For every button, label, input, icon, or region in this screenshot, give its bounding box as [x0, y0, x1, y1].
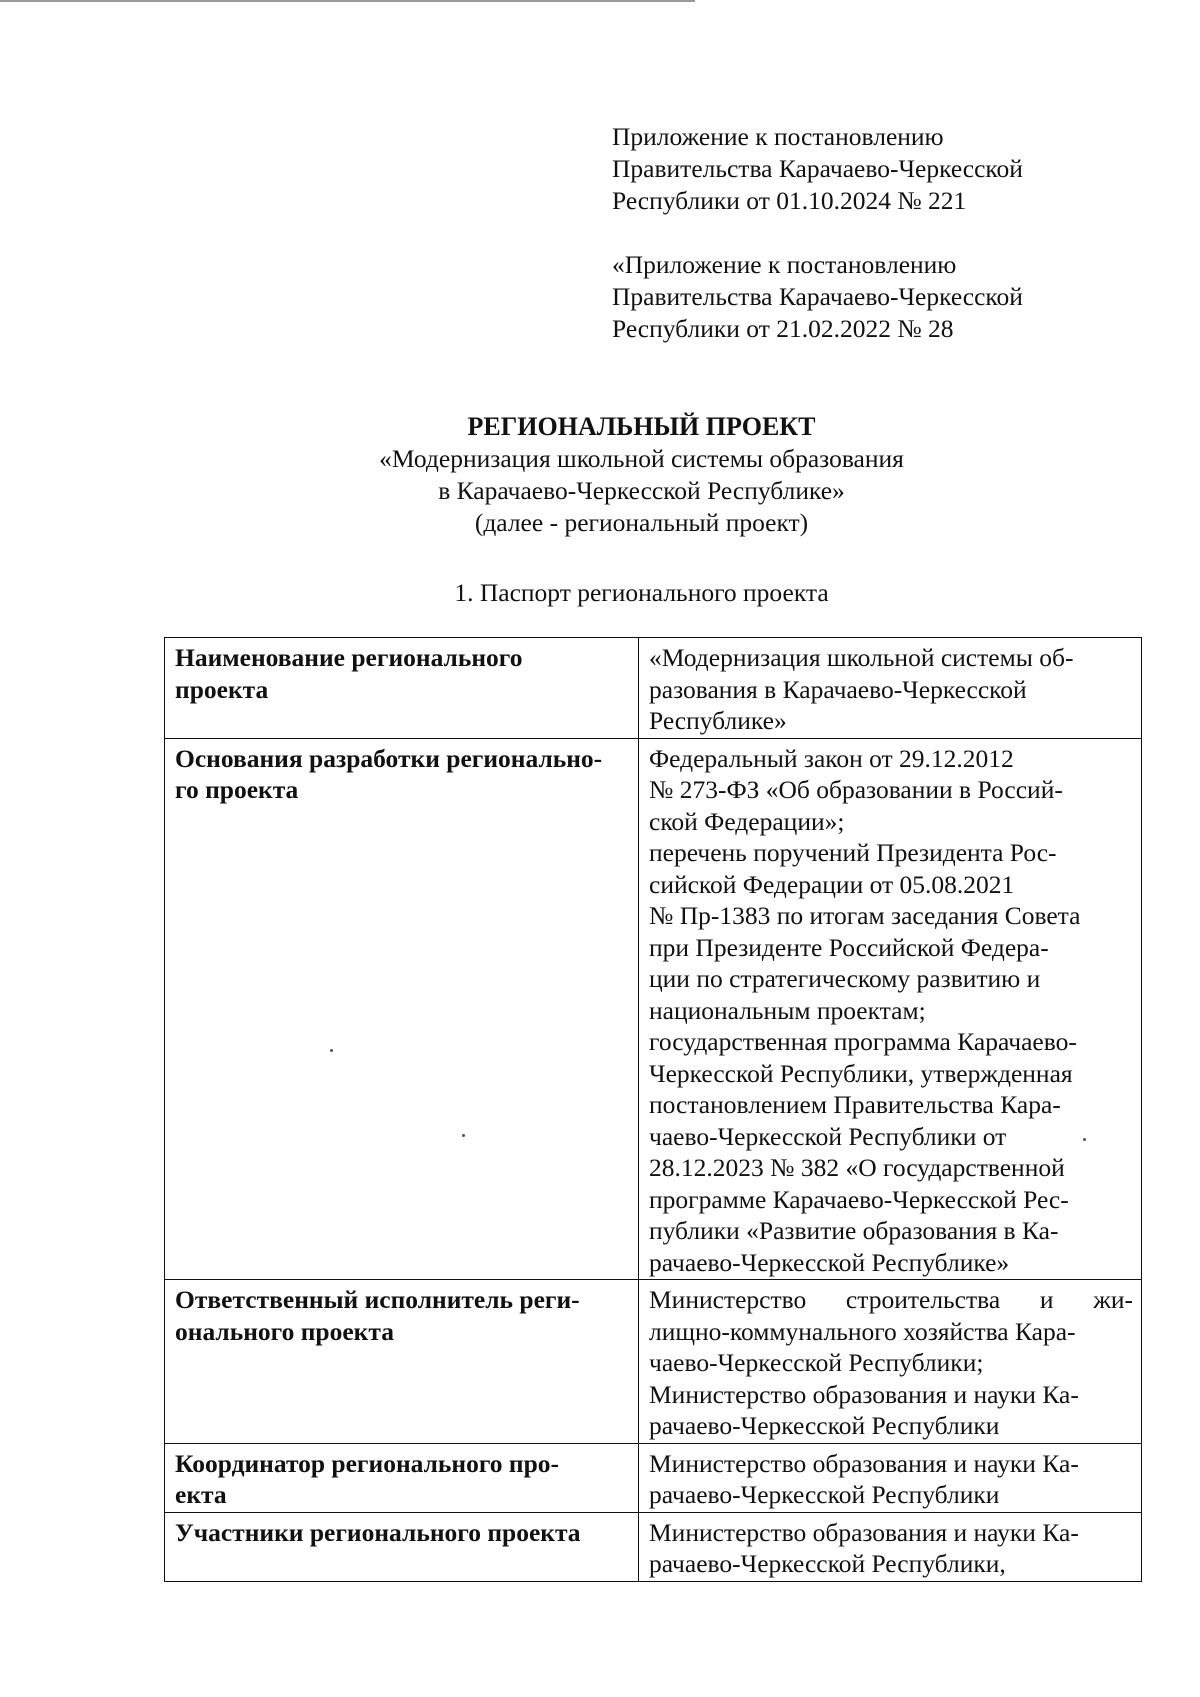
value-line: рачаево-Черкесской Республики [649, 1411, 1000, 1440]
appendix-current-block [612, 121, 1172, 217]
table-row [165, 1280, 1142, 1444]
appendix-original-block [612, 249, 1172, 345]
value-line: лищно-коммунального хозяйства Кара- [649, 1316, 1076, 1346]
value-line: Черкесской Республики, утвержденная [649, 1058, 1073, 1088]
appendix-line: Республики от 21.02.2022 № 28 [612, 314, 954, 343]
scan-speck [330, 1049, 333, 1052]
value-line: при Президенте Российской Федера- [649, 932, 1049, 962]
label-line: екта [175, 1480, 227, 1509]
label-line: Координатор регионального про- [175, 1448, 560, 1478]
value-line: национальным проектам; [649, 995, 926, 1025]
row-label [165, 1443, 639, 1512]
row-value [639, 1512, 1142, 1581]
appendix-line: Приложение к постановлению [612, 122, 944, 151]
value-line: № 273-ФЗ «Об образовании в Россий- [649, 775, 1063, 804]
appendix-line: Республики от 01.10.2024 № 221 [612, 186, 967, 215]
value-line: постановлением Правительства Кара- [649, 1090, 1061, 1119]
value-line: № Пр-1383 по итогам заседания Совета [649, 901, 1081, 930]
value-line: ской Федерации»; [649, 806, 845, 836]
value-line: Федеральный закон от 29.12.2012 [649, 743, 1014, 773]
label-line: Основания разработки регионально- [175, 743, 603, 773]
row-label [165, 738, 639, 1280]
label-line: Ответственный исполнитель реги- [175, 1285, 580, 1314]
value-line: Министерство образования и науки Ка- [649, 1379, 1079, 1409]
row-label [165, 1512, 639, 1581]
label-line: Наименование регионального [175, 643, 523, 672]
row-label [165, 1280, 639, 1444]
label-line: онального проекта [175, 1316, 394, 1346]
value-line: чаево-Черкесской Республики от [649, 1121, 1007, 1151]
row-value [639, 738, 1142, 1280]
section-title: 1. Паспорт регионального проекта [454, 578, 829, 607]
label-line: Участники регионального проекта [175, 1517, 581, 1547]
page-edge-line [0, 0, 695, 2]
value-line: сийской Федерации от 05.08.2021 [649, 869, 1015, 899]
table-row [165, 1443, 1142, 1512]
value-line: Министерство образования и науки Ка- [649, 1517, 1079, 1547]
table-row [165, 638, 1142, 739]
value-line: Республике» [649, 706, 787, 735]
value-line: Министерство образования и науки Ка- [649, 1448, 1079, 1478]
row-value [639, 638, 1142, 739]
title-line: (далее - региональный проект) [474, 508, 809, 537]
title-line: «Модернизация школьной системы образования [379, 444, 904, 473]
value-line: чаево-Черкесской Республики; [649, 1348, 984, 1377]
row-label [165, 638, 639, 739]
value-line: рачаево-Черкесской Республике» [649, 1247, 1010, 1277]
scan-speck [1083, 1138, 1086, 1141]
value-line: 28.12.2023 № 382 «О государственной [649, 1153, 1065, 1182]
appendix-line: Правительства Карачаево-Черкесской [612, 154, 1023, 183]
value-line: публики «Развитие образования в Ка- [649, 1216, 1059, 1245]
value-line: Министерство строительства и жи- [649, 1285, 1133, 1314]
appendix-line: Правительства Карачаево-Черкесской [612, 282, 1023, 311]
document-title [0, 411, 1200, 539]
value-line: ции по стратегическому развитию и [649, 964, 1041, 993]
appendix-line: «Приложение к постановлению [612, 250, 957, 279]
table-row [165, 1512, 1142, 1581]
table-row [165, 738, 1142, 1280]
value-line: государственная программа Карачаево- [649, 1027, 1077, 1056]
title-heading: РЕГИОНАЛЬНЫЙ ПРОЕКТ [467, 412, 816, 441]
value-line: разования в Карачаево-Черкесской [649, 674, 1027, 704]
value-line: «Модернизация школьной системы об- [649, 643, 1074, 672]
label-line: го проекта [175, 775, 299, 804]
value-line: программе Карачаево-Черкесской Рес- [649, 1184, 1069, 1214]
label-line: проекта [175, 674, 269, 704]
value-line: перечень поручений Президента Рос- [649, 838, 1057, 867]
row-value [639, 1443, 1142, 1512]
value-line: рачаево-Черкесской Республики, [649, 1549, 1006, 1578]
title-line: в Карачаево-Черкесской Республике» [438, 476, 845, 505]
scan-speck [462, 1134, 465, 1137]
passport-table [164, 637, 1142, 1582]
value-line: рачаево-Черкесской Республики [649, 1480, 1000, 1509]
row-value [639, 1280, 1142, 1444]
